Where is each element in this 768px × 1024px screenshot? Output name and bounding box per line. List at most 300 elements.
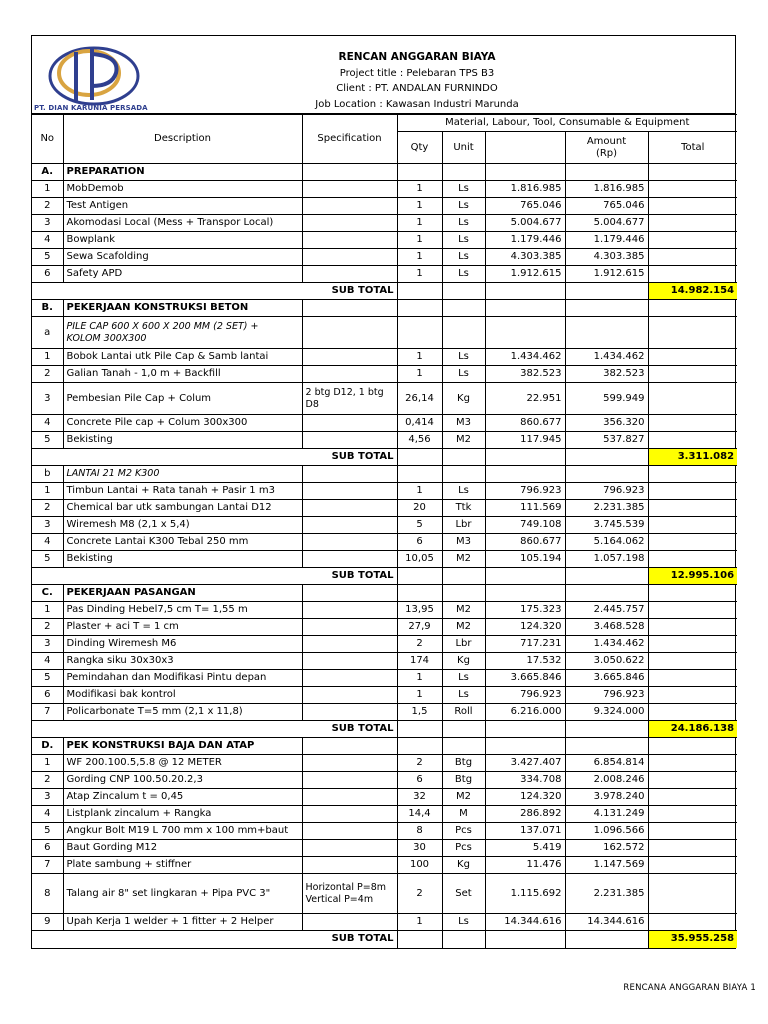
item-amount: 796.923 [565, 483, 648, 500]
item-unit: Kg [442, 383, 485, 415]
item-qty: 2 [397, 755, 442, 772]
item-specification [302, 198, 397, 215]
item-total [648, 755, 737, 772]
item-no: 4 [32, 806, 63, 823]
table-row [32, 415, 737, 432]
item-description: Plaster + aci T = 1 cm [63, 619, 302, 636]
item-description: Timbun Lantai + Rata tanah + Pasir 1 m3 [63, 483, 302, 500]
item-specification [302, 266, 397, 283]
item-total [648, 653, 737, 670]
item-amount: 3.745.539 [565, 517, 648, 534]
empty-cell [565, 300, 648, 317]
item-qty: 8 [397, 823, 442, 840]
empty-cell [485, 931, 565, 948]
empty-cell [565, 164, 648, 181]
table-body [32, 164, 737, 948]
subtotal-row [32, 449, 737, 466]
item-qty: 1 [397, 349, 442, 366]
item-price: 286.892 [485, 806, 565, 823]
item-amount: 2.231.385 [565, 874, 648, 914]
item-qty: 6 [397, 772, 442, 789]
item-amount: 356.320 [565, 415, 648, 432]
document-header [32, 36, 735, 114]
table-row [32, 670, 737, 687]
table-row [32, 432, 737, 449]
item-specification [302, 840, 397, 857]
empty-cell [565, 931, 648, 948]
item-specification [302, 415, 397, 432]
item-description: Atap Zincalum t = 0,45 [63, 789, 302, 806]
empty-cell [442, 449, 485, 466]
table-row [32, 602, 737, 619]
item-description: Galian Tanah - 1,0 m + Backfill [63, 366, 302, 383]
section-row [32, 164, 737, 181]
table-row [32, 772, 737, 789]
item-amount: 2.008.246 [565, 772, 648, 789]
table-row [32, 840, 737, 857]
empty-cell [442, 466, 485, 483]
item-no: 3 [32, 517, 63, 534]
empty-cell [302, 585, 397, 602]
item-no: 1 [32, 181, 63, 198]
item-price: 5.004.677 [485, 215, 565, 232]
item-qty: 1 [397, 483, 442, 500]
subtotal-value: 12.995.106 [648, 568, 737, 585]
section-row [32, 585, 737, 602]
item-specification [302, 914, 397, 931]
item-total [648, 198, 737, 215]
item-price: 22.951 [485, 383, 565, 415]
empty-cell [648, 317, 737, 349]
item-qty: 0,414 [397, 415, 442, 432]
empty-cell [648, 300, 737, 317]
table-row [32, 789, 737, 806]
table-row [32, 636, 737, 653]
item-description: Pembesian Pile Cap + Colum [63, 383, 302, 415]
item-specification [302, 687, 397, 704]
item-specification [302, 619, 397, 636]
item-unit: Kg [442, 653, 485, 670]
item-total [648, 415, 737, 432]
subtotal-value: 14.982.154 [648, 283, 737, 300]
item-total [648, 215, 737, 232]
item-qty: 1 [397, 198, 442, 215]
empty-cell [648, 164, 737, 181]
table-row [32, 232, 737, 249]
item-unit: Lbr [442, 517, 485, 534]
company-name: PT. DIAN KARUNIA PERSADA [34, 104, 148, 112]
table-row [32, 619, 737, 636]
table-row [32, 551, 737, 568]
table-row [32, 653, 737, 670]
section-title: PEKERJAAN KONSTRUKSI BETON [63, 300, 302, 317]
budget-sheet [31, 35, 736, 949]
empty-cell [397, 300, 442, 317]
item-amount: 1.179.446 [565, 232, 648, 249]
item-qty: 100 [397, 857, 442, 874]
item-amount: 6.854.814 [565, 755, 648, 772]
item-no: 4 [32, 653, 63, 670]
item-qty: 1 [397, 266, 442, 283]
item-description: Bekisting [63, 551, 302, 568]
item-price: 137.071 [485, 823, 565, 840]
item-no: 3 [32, 215, 63, 232]
empty-cell [442, 568, 485, 585]
table-row [32, 383, 737, 415]
item-total [648, 266, 737, 283]
item-no: 1 [32, 349, 63, 366]
item-amount: 1.912.615 [565, 266, 648, 283]
item-unit: M2 [442, 789, 485, 806]
empty-cell [485, 738, 565, 755]
item-description: Sewa Scafolding [63, 249, 302, 266]
item-specification [302, 823, 397, 840]
item-no: 3 [32, 636, 63, 653]
subtotal-label: SUB TOTAL [32, 283, 397, 300]
subsection-no: a [32, 317, 63, 349]
item-price: 11.476 [485, 857, 565, 874]
empty-cell [565, 738, 648, 755]
section-no: D. [32, 738, 63, 755]
item-no: 8 [32, 874, 63, 914]
header-total: Total [648, 132, 737, 164]
table-row [32, 266, 737, 283]
item-price: 6.216.000 [485, 704, 565, 721]
item-no: 4 [32, 415, 63, 432]
item-total [648, 840, 737, 857]
empty-cell [485, 449, 565, 466]
header-unit: Unit [442, 132, 485, 164]
item-unit: Ls [442, 198, 485, 215]
item-description: Bobok Lantai utk Pile Cap & Samb lantai [63, 349, 302, 366]
empty-cell [302, 300, 397, 317]
empty-cell [485, 283, 565, 300]
item-unit: Ls [442, 687, 485, 704]
item-specification [302, 789, 397, 806]
item-specification [302, 636, 397, 653]
item-qty: 13,95 [397, 602, 442, 619]
item-description: Policarbonate T=5 mm (2,1 x 11,8) [63, 704, 302, 721]
table-row [32, 704, 737, 721]
item-specification [302, 670, 397, 687]
subtotal-value: 3.311.082 [648, 449, 737, 466]
empty-cell [397, 449, 442, 466]
subtotal-label: SUB TOTAL [32, 568, 397, 585]
empty-cell [648, 466, 737, 483]
item-amount: 1.096.566 [565, 823, 648, 840]
item-no: 9 [32, 914, 63, 931]
item-total [648, 349, 737, 366]
item-no: 4 [32, 534, 63, 551]
item-unit: Lbr [442, 636, 485, 653]
item-unit: M3 [442, 415, 485, 432]
empty-cell [442, 317, 485, 349]
empty-cell [397, 585, 442, 602]
item-amount: 9.324.000 [565, 704, 648, 721]
item-no: 5 [32, 249, 63, 266]
item-description: Akomodasi Local (Mess + Transpor Local) [63, 215, 302, 232]
section-title: PEK KONSTRUKSI BAJA DAN ATAP [63, 738, 302, 755]
item-unit: Btg [442, 772, 485, 789]
subtotal-label: SUB TOTAL [32, 931, 397, 948]
job-location: Job Location : Kawasan Industri Marunda [315, 98, 519, 110]
item-price: 1.115.692 [485, 874, 565, 914]
empty-cell [397, 466, 442, 483]
item-total [648, 806, 737, 823]
item-unit: Ls [442, 914, 485, 931]
item-specification [302, 249, 397, 266]
item-amount: 1.816.985 [565, 181, 648, 198]
item-price: 334.708 [485, 772, 565, 789]
header-amount: Amount (Rp) [565, 132, 648, 164]
item-description: Safety APD [63, 266, 302, 283]
item-price: 4.303.385 [485, 249, 565, 266]
item-total [648, 789, 737, 806]
empty-cell [565, 449, 648, 466]
empty-cell [397, 738, 442, 755]
item-no: 7 [32, 704, 63, 721]
item-description: Baut Gording M12 [63, 840, 302, 857]
page-footer: RENCANA ANGGARAN BIAYA 1 [623, 983, 756, 993]
item-qty: 1,5 [397, 704, 442, 721]
item-unit: M2 [442, 602, 485, 619]
table-row [32, 534, 737, 551]
item-no: 2 [32, 198, 63, 215]
item-specification [302, 232, 397, 249]
subtotal-value: 35.955.258 [648, 931, 737, 948]
empty-cell [442, 738, 485, 755]
item-unit: Roll [442, 704, 485, 721]
document-title: RENCAN ANGGARAN BIAYA [338, 51, 496, 63]
empty-cell [442, 283, 485, 300]
header-specification: Specification [302, 115, 397, 164]
project-title: Project title : Pelebaran TPS B3 [339, 67, 495, 79]
item-price: 17.532 [485, 653, 565, 670]
table-row [32, 349, 737, 366]
header-price [485, 132, 565, 164]
item-description: Angkur Bolt M19 L 700 mm x 100 mm+baut [63, 823, 302, 840]
item-description: Rangka siku 30x30x3 [63, 653, 302, 670]
item-no: 6 [32, 840, 63, 857]
item-qty: 1 [397, 215, 442, 232]
item-price: 749.108 [485, 517, 565, 534]
table-row [32, 215, 737, 232]
item-qty: 30 [397, 840, 442, 857]
item-unit: M2 [442, 619, 485, 636]
item-total [648, 772, 737, 789]
empty-cell [485, 164, 565, 181]
item-unit: Set [442, 874, 485, 914]
table-row [32, 755, 737, 772]
item-no: 7 [32, 857, 63, 874]
item-description: Talang air 8" set lingkaran + Pipa PVC 3" [63, 874, 302, 914]
item-price: 382.523 [485, 366, 565, 383]
item-total [648, 383, 737, 415]
table-row [32, 687, 737, 704]
item-unit: Pcs [442, 823, 485, 840]
item-no: 5 [32, 551, 63, 568]
item-unit: Ls [442, 215, 485, 232]
item-no: 2 [32, 619, 63, 636]
empty-cell [302, 738, 397, 755]
item-no: 1 [32, 483, 63, 500]
item-no: 5 [32, 432, 63, 449]
item-unit: Ls [442, 181, 485, 198]
table-row [32, 249, 737, 266]
item-unit: Ls [442, 366, 485, 383]
item-specification [302, 755, 397, 772]
empty-cell [485, 466, 565, 483]
empty-cell [442, 164, 485, 181]
item-specification [302, 704, 397, 721]
item-total [648, 483, 737, 500]
item-total [648, 602, 737, 619]
item-amount: 3.468.528 [565, 619, 648, 636]
item-price: 175.323 [485, 602, 565, 619]
item-amount: 2.231.385 [565, 500, 648, 517]
item-price: 796.923 [485, 483, 565, 500]
item-description: Test Antigen [63, 198, 302, 215]
item-specification [302, 500, 397, 517]
item-specification [302, 857, 397, 874]
item-unit: Ls [442, 670, 485, 687]
item-no: 1 [32, 602, 63, 619]
empty-cell [397, 931, 442, 948]
item-total [648, 500, 737, 517]
empty-cell [302, 164, 397, 181]
item-specification [302, 366, 397, 383]
item-no: 1 [32, 755, 63, 772]
item-amount: 4.303.385 [565, 249, 648, 266]
item-amount: 162.572 [565, 840, 648, 857]
item-qty: 2 [397, 874, 442, 914]
item-price: 105.194 [485, 551, 565, 568]
budget-table [32, 114, 737, 948]
section-title: PEKERJAAN PASANGAN [63, 585, 302, 602]
item-amount: 3.665.846 [565, 670, 648, 687]
item-price: 1.434.462 [485, 349, 565, 366]
item-unit: Ls [442, 266, 485, 283]
item-qty: 174 [397, 653, 442, 670]
header-qty: Qty [397, 132, 442, 164]
empty-cell [565, 568, 648, 585]
item-total [648, 857, 737, 874]
item-description: Gording CNP 100.50.20.2,3 [63, 772, 302, 789]
item-description: Concrete Lantai K300 Tebal 250 mm [63, 534, 302, 551]
item-total [648, 366, 737, 383]
item-description: Plate sambung + stiffner [63, 857, 302, 874]
item-amount: 2.445.757 [565, 602, 648, 619]
subsection-row [32, 317, 737, 349]
item-no: 4 [32, 232, 63, 249]
item-price: 1.179.446 [485, 232, 565, 249]
item-total [648, 432, 737, 449]
subtotal-row [32, 721, 737, 738]
empty-cell [442, 585, 485, 602]
item-unit: M2 [442, 432, 485, 449]
item-specification [302, 483, 397, 500]
item-unit: M3 [442, 534, 485, 551]
empty-cell [485, 568, 565, 585]
item-description: MobDemob [63, 181, 302, 198]
item-description: Listplank zincalum + Rangka [63, 806, 302, 823]
item-unit: Kg [442, 857, 485, 874]
item-total [648, 232, 737, 249]
item-total [648, 551, 737, 568]
item-specification: 2 btg D12, 1 btg D8 [302, 383, 397, 415]
item-specification [302, 534, 397, 551]
item-specification [302, 551, 397, 568]
item-specification [302, 349, 397, 366]
empty-cell [565, 466, 648, 483]
title-block [182, 50, 652, 112]
table-row [32, 823, 737, 840]
empty-cell [485, 585, 565, 602]
table-row [32, 517, 737, 534]
section-row [32, 300, 737, 317]
item-description: Bekisting [63, 432, 302, 449]
item-unit: Pcs [442, 840, 485, 857]
item-amount: 1.147.569 [565, 857, 648, 874]
subsection-title: LANTAI 21 M2 K300 [63, 466, 302, 483]
item-specification [302, 215, 397, 232]
item-specification [302, 806, 397, 823]
item-description: WF 200.100.5,5.8 @ 12 METER [63, 755, 302, 772]
item-description: Modifikasi bak kontrol [63, 687, 302, 704]
item-amount: 1.434.462 [565, 349, 648, 366]
item-total [648, 619, 737, 636]
item-qty: 32 [397, 789, 442, 806]
item-unit: Ls [442, 483, 485, 500]
section-no: B. [32, 300, 63, 317]
subtotal-label: SUB TOTAL [32, 449, 397, 466]
item-qty: 20 [397, 500, 442, 517]
header-description: Description [63, 115, 302, 164]
item-unit: Ls [442, 249, 485, 266]
item-qty: 10,05 [397, 551, 442, 568]
table-row [32, 366, 737, 383]
item-no: 3 [32, 383, 63, 415]
item-amount: 4.131.249 [565, 806, 648, 823]
item-description: Chemical bar utk sambungan Lantai D12 [63, 500, 302, 517]
item-amount: 5.004.677 [565, 215, 648, 232]
item-unit: M [442, 806, 485, 823]
item-qty: 5 [397, 517, 442, 534]
item-qty: 6 [397, 534, 442, 551]
item-specification [302, 432, 397, 449]
item-no: 5 [32, 670, 63, 687]
item-unit: Ls [442, 232, 485, 249]
item-specification [302, 602, 397, 619]
section-no: A. [32, 164, 63, 181]
subtotal-value: 24.186.138 [648, 721, 737, 738]
item-specification: Horizontal P=8m Vertical P=4m [302, 874, 397, 914]
item-total [648, 636, 737, 653]
item-total [648, 687, 737, 704]
item-price: 765.046 [485, 198, 565, 215]
header-no: No [32, 115, 63, 164]
item-unit: Ls [442, 349, 485, 366]
item-total [648, 534, 737, 551]
item-no: 2 [32, 500, 63, 517]
item-price: 717.231 [485, 636, 565, 653]
item-qty: 1 [397, 232, 442, 249]
item-total [648, 874, 737, 914]
item-total [648, 823, 737, 840]
item-total [648, 181, 737, 198]
item-amount: 1.434.462 [565, 636, 648, 653]
item-amount: 3.050.622 [565, 653, 648, 670]
